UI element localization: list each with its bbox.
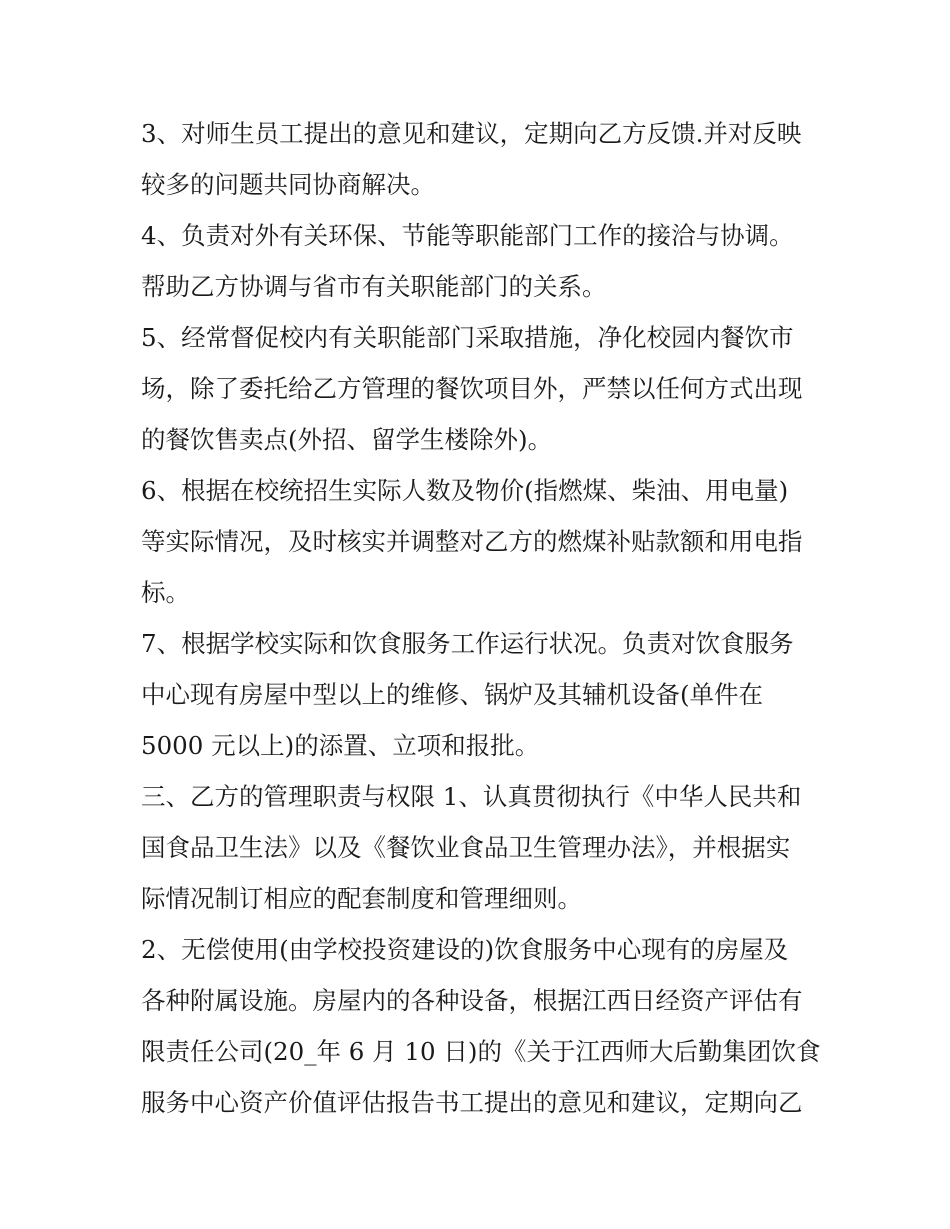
text-line: 各种附属设施。房屋内的各种设备，根据江西日经资产评估有 bbox=[141, 986, 803, 1015]
text-line: 7、根据学校实际和饮食服务工作运行状况。负责对饮食服务 bbox=[141, 629, 794, 658]
text-line: 三、乙方的管理职责与权限 1、认真贯彻执行《中华人民共和 bbox=[141, 782, 802, 811]
text-line: 场，除了委托给乙方管理的餐饮项目外，严禁以任何方式出现 bbox=[141, 374, 803, 403]
text-line: 限责任公司(20_年 6 月 10 日)的《关于江西师大后勤集团饮食 bbox=[141, 1037, 821, 1066]
text-line: 3、对师生员工提出的意见和建议，定期向乙方反馈.并对反映 bbox=[141, 119, 802, 148]
text-line: 5000 元以上)的添置、立项和报批。 bbox=[141, 731, 540, 760]
text-line: 的餐饮售卖点(外招、留学生楼除外)。 bbox=[141, 425, 553, 454]
text-line: 较多的问题共同协商解决。 bbox=[141, 170, 435, 199]
text-line: 6、根据在校统招生实际人数及物价(指燃煤、柴油、用电量) bbox=[141, 476, 789, 505]
text-line: 国食品卫生法》以及《餐饮业食品卫生管理办法》，并根据实 bbox=[141, 833, 791, 862]
text-line: 4、负责对外有关环保、节能等职能部门工作的接洽与协调。 bbox=[141, 221, 794, 250]
text-line: 际情况制订相应的配套制度和管理细则。 bbox=[141, 884, 582, 913]
text-line: 2、无偿使用(由学校投资建设的)饮食服务中心现有的房屋及 bbox=[141, 935, 789, 964]
document-body bbox=[141, 108, 821, 1128]
text-line: 5、经常督促校内有关职能部门采取措施，净化校园内餐饮市 bbox=[141, 323, 794, 352]
text-line: 服务中心资产价值评估报告书工提出的意见和建议，定期向乙 bbox=[141, 1088, 803, 1117]
text-line: 标。 bbox=[141, 578, 190, 607]
text-line: 帮助乙方协调与省市有关职能部门的关系。 bbox=[141, 272, 607, 301]
text-line: 等实际情况，及时核实并调整对乙方的燃煤补贴款额和用电指 bbox=[141, 527, 803, 556]
text-line: 中心现有房屋中型以上的维修、锅炉及其辅机设备(单件在 bbox=[141, 680, 764, 709]
